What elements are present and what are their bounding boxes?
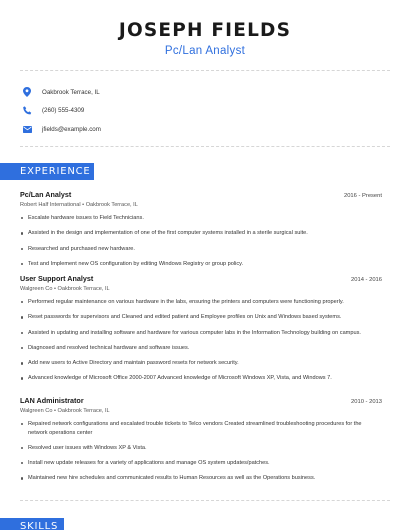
bullet-item: Performed regular maintenance on various hardware in the labs, ensuring the printers and computers were functioning properly.: [20, 298, 382, 307]
job-dates: 2014 - 2016: [351, 277, 382, 283]
section-heading-skills: SKILLS: [0, 518, 64, 530]
candidate-title: Pc/Lan Analyst: [164, 45, 246, 57]
bullet-item: Resolved user issues with Windows XP & Vista.: [20, 444, 382, 453]
bullet-item: Researched and purchased new hardware.: [20, 245, 382, 254]
job-company: Walgreen Co • Oakbrook Terrace, IL: [20, 286, 110, 292]
contact-phone: [22, 102, 101, 120]
contact-location: [22, 83, 101, 101]
location-text: Oakbrook Terrace, IL: [42, 88, 100, 96]
bullet-item: Diagnosed and resolved technical hardware and software issues.: [20, 344, 382, 353]
job-dates: 2010 - 2013: [351, 399, 382, 405]
email-text[interactable]: jfields@example.com: [42, 125, 101, 133]
job-company: Robert Half International • Oakbrook Terrace, IL: [20, 202, 138, 208]
job-title: LAN Administrator: [20, 396, 84, 405]
job-company: Walgreen Co • Oakbrook Terrace, IL: [20, 408, 110, 414]
header-divider: [20, 70, 390, 71]
section-heading-experience: EXPERIENCE: [0, 163, 94, 180]
bullet-item: Assisted in the design and implementation of one of the first computer systems installed in a sterile surgical suite.: [20, 229, 382, 238]
job-bullets: [20, 420, 382, 483]
job-entry: [20, 274, 382, 390]
candidate-name: JOSEPH FIELDS: [118, 20, 292, 41]
phone-text: (260) 555-4309: [42, 107, 85, 114]
map-pin-icon: [22, 87, 32, 97]
job-title: User Support Analyst: [20, 274, 94, 283]
phone-icon: [22, 106, 32, 116]
bullet-item: Advanced knowledge of Microsoft Office 2000-2007 Advanced knowledge of Microsoft Windows XP, Vista, and Windows 7.: [20, 374, 382, 383]
envelope-icon: [22, 124, 32, 134]
bullet-item: Install new update releases for a variety of applications and manage OS system updates/patches.: [20, 459, 382, 468]
bullet-item: Reset passwords for supervisors and Cleaned and edited patient and Employee profiles on Unix and Windows based systems.: [20, 313, 382, 322]
job-dates: 2016 - Present: [343, 193, 382, 199]
job-entry: [20, 396, 382, 490]
bullet-item: Assisted in updating and installing software and hardware for various computer labs in the Information Technology building on campus.: [20, 329, 382, 338]
contact-email: [22, 120, 101, 138]
bullet-item: Repaired network configurations and escalated trouble tickets to Telco vendors Created streamlined troubleshooting procedures for the network operations center: [20, 420, 382, 437]
bullet-item: Add new users to Active Directory and maintain password resets for network security.: [20, 359, 382, 368]
experience-divider: [20, 500, 390, 501]
job-entry: [20, 190, 382, 275]
job-title: Pc/Lan Analyst: [20, 190, 72, 199]
contact-divider: [20, 146, 390, 147]
bullet-item: Maintained new hire schedules and communicated results to Human Resources as well as the Operations business.: [20, 474, 382, 483]
job-bullets: [20, 214, 382, 268]
resume-header: [0, 20, 410, 57]
contact-list: [22, 83, 101, 139]
job-bullets: [20, 298, 382, 383]
bullet-item: Escalate hardware issues to Field Technicians.: [20, 214, 382, 223]
bullet-item: Test and Implement new OS configuration by editing Windows Registry or group policy.: [20, 260, 382, 269]
